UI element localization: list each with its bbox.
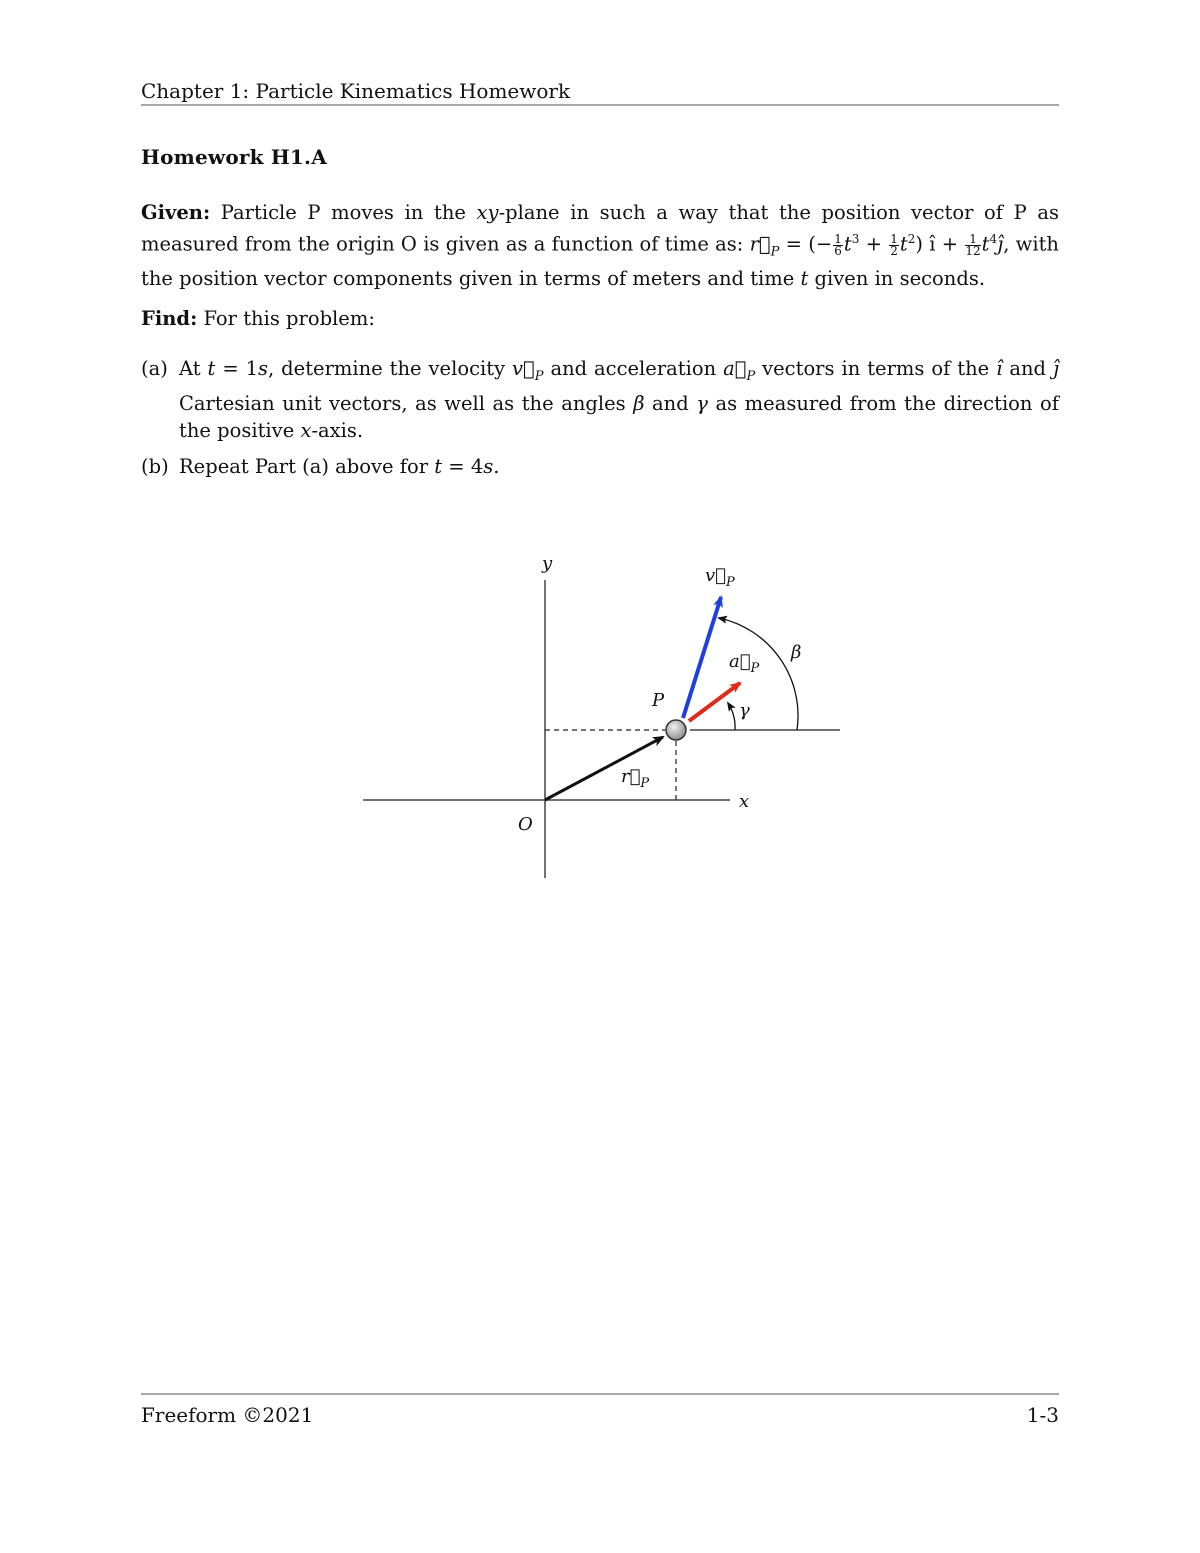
part-a-text-1: At: [179, 357, 208, 380]
t-squared: t: [899, 232, 908, 256]
part-a: [141, 355, 1059, 444]
particle-label: P: [652, 690, 665, 711]
exp-3: 3: [851, 232, 860, 246]
page-number: 1-3: [1026, 1403, 1059, 1427]
a-vector-symbol: a⃗: [723, 357, 747, 380]
find-label: Find:: [141, 307, 198, 330]
part-a-s: s: [258, 357, 269, 380]
part-a-text-5: vectors in terms of the: [755, 357, 997, 380]
part-a-text-3: , determine the velocity: [268, 357, 513, 380]
given-label: Given:: [141, 201, 211, 224]
t-fourth: t: [981, 232, 990, 256]
y-axis-label: y: [542, 553, 553, 574]
part-a-text-2: = 1: [215, 357, 259, 380]
beta-symbol: β: [633, 391, 645, 415]
x-axis-label: x: [739, 791, 750, 812]
find-text: For this problem:: [197, 307, 375, 330]
fraction-1-2: $\frac{1}{2}$: [890, 231, 898, 258]
r-vector-sub: P: [770, 244, 780, 260]
t-cubed: t: [843, 232, 852, 256]
part-b-text-1: Repeat Part (a) above for: [179, 455, 435, 478]
given-t: t: [800, 267, 809, 291]
beta-label: β: [791, 642, 802, 663]
given-text-2: -plane in such a way that the position vector of P as measured from the origin O is given as a function of time as:: [141, 201, 1059, 256]
part-b: [141, 453, 1059, 480]
a-vector-sub: P: [746, 368, 756, 384]
fraction-1-12: $\frac{1}{12}$: [965, 231, 981, 258]
page-header: [141, 76, 1059, 106]
page-footer: [141, 1393, 1059, 1427]
part-b-s: s: [483, 455, 494, 478]
part-a-text-10: -axis.: [311, 418, 364, 442]
j-hat-a: ĵ: [1052, 357, 1059, 380]
part-b-text-2: = 4: [442, 455, 484, 478]
j-hat: ĵ: [997, 232, 1004, 256]
part-a-t: t: [207, 357, 216, 380]
a-vector-label: $a⃗_P$: [729, 651, 760, 676]
exp-4: 4: [989, 232, 998, 246]
part-a-text-6: and: [1002, 357, 1053, 380]
kinematics-diagram: [355, 545, 855, 890]
given-text-4: given in seconds.: [808, 267, 986, 291]
r-vector-symbol: r⃗: [749, 232, 771, 256]
v-vector-symbol: v⃗: [512, 357, 535, 380]
part-b-text-3: .: [493, 455, 500, 478]
gamma-arc: [728, 703, 735, 730]
eq-open: = (−: [779, 232, 833, 256]
i-hat: î: [996, 357, 1003, 380]
fraction-1-6: $\frac{1}{6}$: [834, 231, 842, 258]
part-a-text-4: and acceleration: [543, 357, 724, 380]
close-i-hat: ) î +: [915, 232, 965, 256]
part-b-t: t: [434, 455, 443, 478]
part-a-text-8: and: [644, 391, 697, 415]
origin-label: O: [518, 814, 533, 835]
plus-sign: +: [859, 232, 889, 256]
part-a-text-7: Cartesian unit vectors, as well as the angles: [179, 391, 634, 415]
acceleration-vector-arrow: [689, 683, 740, 721]
given-text-1: Particle P moves in the: [210, 201, 477, 224]
given-text-3: , with the position vector components given in terms of meters and time: [141, 232, 1059, 291]
given-xy: xy: [476, 201, 499, 224]
homework-title: Homework H1.A: [141, 145, 327, 169]
part-a-text-9: as measured from the direction of the positive: [179, 391, 1059, 442]
v-vector-sub: P: [534, 368, 544, 384]
given-paragraph: [141, 199, 1059, 292]
r-vector-label: $r⃗_P$: [621, 766, 650, 791]
gamma-label: γ: [739, 700, 750, 721]
footer-copyright: Freeform ©2021: [141, 1403, 314, 1427]
v-vector-label: $v⃗_P$: [705, 565, 735, 590]
exp-2: 2: [907, 232, 916, 246]
gamma-symbol: γ: [696, 391, 708, 415]
part-a-label: (a): [141, 357, 168, 380]
running-title: Chapter 1: Particle Kinematics Homework: [141, 79, 571, 103]
particle-p: [666, 720, 686, 740]
part-a-x: x: [300, 418, 312, 442]
part-b-label: (b): [141, 455, 169, 478]
find-paragraph: [141, 305, 1059, 332]
